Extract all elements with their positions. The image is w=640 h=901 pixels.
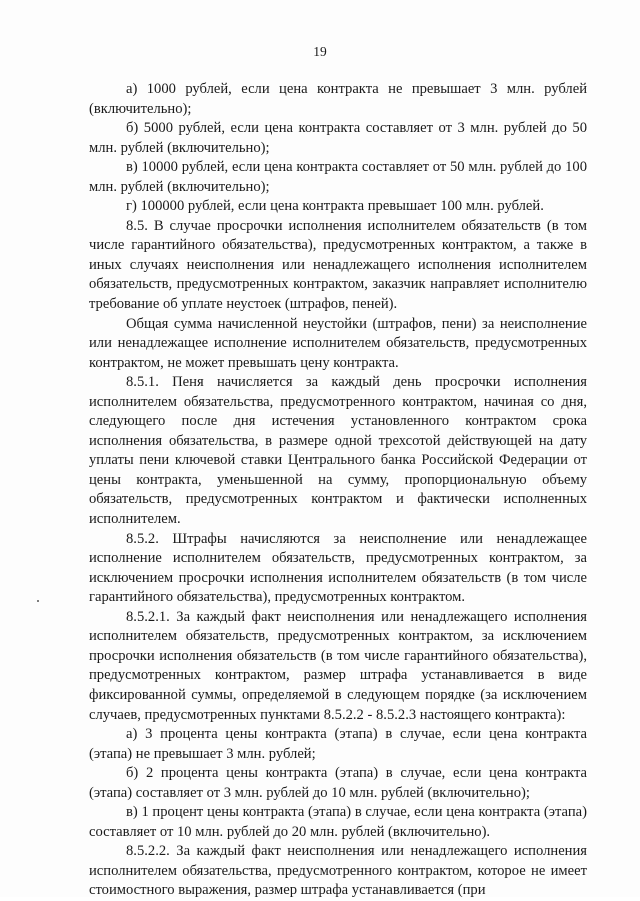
paragraph-total-penalty: Общая сумма начисленной неустойки (штрафов, пени) за неисполнение или ненадлежащее исполнение исполнителем обязательств, предусмотренных контрактом, не может превышать цену контракта. [89, 315, 587, 371]
page-number: 19 [313, 44, 327, 59]
paragraph-8-5-2: 8.5.2. Штрафы начисляются за неисполнение или ненадлежащее исполнение исполнителем обязательств, предусмотренных контрактом, за исключением просрочки исполнения исполнителем обязательств (в том числе гарантийного обязательства), предусмотренных контрактом. [89, 530, 587, 606]
paragraph-fine-b: б) 2 процента цены контракта (этапа) в случае, если цена контракта (этапа) составляет от 3 млн. рублей до 10 млн. рублей (включительно); [89, 765, 587, 801]
document-body [89, 80, 587, 901]
paragraph-penalty-b: б) 5000 рублей, если цена контракта составляет от 3 млн. рублей до 50 млн. рублей (включительно); [89, 120, 587, 156]
paragraph-8-5-2-1: 8.5.2.1. За каждый факт неисполнения или ненадлежащего исполнения исполнителем обязательств, предусмотренных контрактом, за исключением просрочки исполнения обязательств (в том числе гарантийного обязательства), предусмотренных контрактом, размер штрафа устанавливается в виде фиксированной суммы, определяемой в следующем порядке (за исключением случаев, предусмотренных пунктами 8.5.2.2 - 8.5.2.3 настоящего контракта): [89, 608, 587, 723]
paragraph-8-5-2-2: 8.5.2.2. За каждый факт неисполнения или ненадлежащего исполнения исполнителем обязательства, предусмотренного контрактом, которое не имеет стоимостного выражения, размер штрафа устанавливается (при [89, 843, 587, 899]
scan-speck [37, 600, 39, 602]
paragraph-fine-a: а) 3 процента цены контракта (этапа) в случае, если цена контракта (этапа) не превышает 3 млн. рублей; [89, 726, 587, 762]
paragraph-fine-c: в) 1 процент цены контракта (этапа) в случае, если цена контракта (этапа) составляет от 10 млн. рублей до 20 млн. рублей (включительно). [89, 804, 587, 840]
paragraph-8-5-1: 8.5.1. Пеня начисляется за каждый день просрочки исполнения исполнителем обязательства, предусмотренного контрактом, начиная со дня, следующего после дня истечения установленного контрактом срока исполнения обязательства, в размере одной трехсотой действующей на дату уплаты пени ключевой ставки Центрального банка Российской Федерации от цены контракта, уменьшенной на сумму, пропорциональную объему обязательств, предусмотренных контрактом и фактически исполненных исполнителем. [89, 374, 587, 528]
paragraph-penalty-d: г) 100000 рублей, если цена контракта превышает 100 млн. рублей. [126, 198, 544, 215]
paragraph-penalty-c: в) 10000 рублей, если цена контракта составляет от 50 млн. рублей до 100 млн. рублей (включительно); [89, 159, 587, 195]
paragraph-penalty-a: а) 1000 рублей, если цена контракта не превышает 3 млн. рублей (включительно); [89, 81, 587, 117]
paragraph-8-5: 8.5. В случае просрочки исполнения исполнителем обязательств (в том числе гарантийного обязательства), предусмотренных контрактом, а также в иных случаях неисполнения или ненадлежащего исполнения исполнителем обязательств, предусмотренных контрактом, заказчик направляет исполнителю требование об уплате неустоек (штрафов, пеней). [89, 217, 587, 313]
